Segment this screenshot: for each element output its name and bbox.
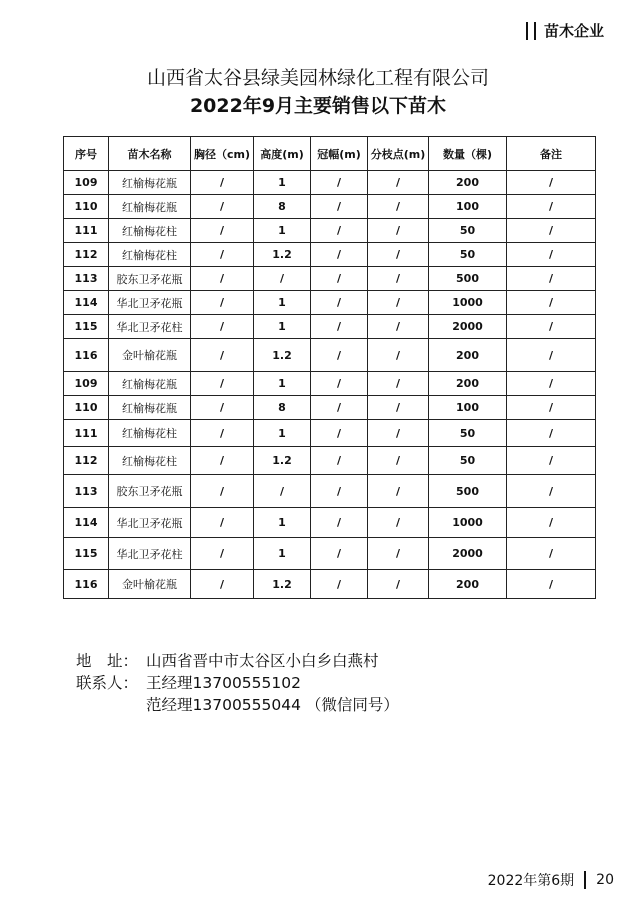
table-row xyxy=(64,339,596,372)
table-cell: / xyxy=(311,447,368,475)
table-cell: / xyxy=(368,195,429,219)
table-cell: / xyxy=(368,339,429,372)
seedling-name-cell: 红榆梅花柱 xyxy=(109,447,191,475)
table-cell: / xyxy=(191,508,254,538)
table-cell: 200 xyxy=(429,570,507,599)
table-cell: 1 xyxy=(254,372,311,396)
table-cell: 50 xyxy=(429,420,507,447)
seedling-name-cell: 华北卫矛花瓶 xyxy=(109,291,191,315)
table-cell: 1.2 xyxy=(254,339,311,372)
table-cell: / xyxy=(311,291,368,315)
table-row xyxy=(64,195,596,219)
table-cell: 109 xyxy=(64,372,109,396)
table-cell: 1 xyxy=(254,219,311,243)
table-cell: / xyxy=(191,243,254,267)
table-cell: / xyxy=(368,219,429,243)
table-cell: / xyxy=(368,508,429,538)
table-row xyxy=(64,171,596,195)
seedling-name-cell: 红榆梅花瓶 xyxy=(109,171,191,195)
table-cell: / xyxy=(507,315,596,339)
table-cell: / xyxy=(507,396,596,420)
table-cell: 1 xyxy=(254,508,311,538)
table-cell: 111 xyxy=(64,219,109,243)
table-cell: 1.2 xyxy=(254,570,311,599)
table-cell: / xyxy=(191,171,254,195)
col-header-quantity: 数量（棵) xyxy=(429,137,507,171)
col-header-branch: 分枝点(m) xyxy=(368,137,429,171)
seedling-name-cell: 金叶榆花瓶 xyxy=(109,339,191,372)
seedling-name-cell: 金叶榆花瓶 xyxy=(109,570,191,599)
table-row xyxy=(64,538,596,570)
contact-person-label: 联系人： xyxy=(76,674,139,692)
table-row xyxy=(64,508,596,538)
table-cell: 2000 xyxy=(429,315,507,339)
table-cell: / xyxy=(368,267,429,291)
table-cell: / xyxy=(191,219,254,243)
table-cell: / xyxy=(368,570,429,599)
table-cell: 1.2 xyxy=(254,447,311,475)
table-cell: 1000 xyxy=(429,508,507,538)
table-cell: / xyxy=(368,420,429,447)
table-cell: / xyxy=(311,420,368,447)
table-cell: 111 xyxy=(64,420,109,447)
table-cell: / xyxy=(507,475,596,508)
table-cell: / xyxy=(368,447,429,475)
table-cell: 115 xyxy=(64,538,109,570)
table-cell: / xyxy=(254,267,311,291)
table-cell: 109 xyxy=(64,171,109,195)
contact-person-2: 范经理13700555044 （微信同号） xyxy=(146,696,399,714)
issue-label: 2022年第6期 xyxy=(487,873,575,889)
table-cell: / xyxy=(191,570,254,599)
table-cell: 100 xyxy=(429,396,507,420)
table-cell: / xyxy=(368,315,429,339)
table-cell: 2000 xyxy=(429,538,507,570)
table-cell: / xyxy=(191,315,254,339)
table-cell: / xyxy=(311,372,368,396)
table-cell: 1 xyxy=(254,171,311,195)
table-row xyxy=(64,315,596,339)
seedling-name-cell: 红榆梅花瓶 xyxy=(109,372,191,396)
table-cell: / xyxy=(191,372,254,396)
col-header-note: 备注 xyxy=(507,137,596,171)
table-cell: / xyxy=(507,267,596,291)
table-cell: / xyxy=(368,171,429,195)
company-title: 山西省太谷县绿美园林绿化工程有限公司 xyxy=(146,67,489,89)
table-cell: / xyxy=(368,372,429,396)
table-cell: 112 xyxy=(64,447,109,475)
table-row xyxy=(64,267,596,291)
address-label: 地 址： xyxy=(76,652,139,670)
col-header-crown: 冠幅(m) xyxy=(311,137,368,171)
table-cell: 112 xyxy=(64,243,109,267)
table-cell: 8 xyxy=(254,396,311,420)
table-cell: / xyxy=(311,339,368,372)
page-footer xyxy=(488,870,614,890)
table-cell: / xyxy=(191,447,254,475)
table-cell: 500 xyxy=(429,267,507,291)
table-cell: 114 xyxy=(64,291,109,315)
table-cell: / xyxy=(191,195,254,219)
table-cell: / xyxy=(191,420,254,447)
seedling-name-cell: 华北卫矛花瓶 xyxy=(109,508,191,538)
seedling-name-cell: 胶东卫矛花瓶 xyxy=(109,267,191,291)
table-cell: / xyxy=(191,475,254,508)
table-cell: / xyxy=(191,291,254,315)
section-tag-label: 苗木企业 xyxy=(543,22,604,40)
table-row xyxy=(64,291,596,315)
table-cell: 200 xyxy=(429,339,507,372)
seedling-name-cell: 红榆梅花柱 xyxy=(109,243,191,267)
table-cell: 1 xyxy=(254,420,311,447)
sales-subtitle: 2022年9月主要销售以下苗木 xyxy=(189,95,447,117)
seedling-name-cell: 红榆梅花柱 xyxy=(109,420,191,447)
table-cell: / xyxy=(368,291,429,315)
seedling-name-cell: 胶东卫矛花瓶 xyxy=(109,475,191,508)
table-row xyxy=(64,219,596,243)
table-cell: 500 xyxy=(429,475,507,508)
table-cell: 100 xyxy=(429,195,507,219)
table-row xyxy=(64,475,596,508)
table-cell: / xyxy=(311,570,368,599)
table-cell: 1 xyxy=(254,538,311,570)
table-cell: / xyxy=(507,339,596,372)
table-cell: / xyxy=(311,171,368,195)
table-cell: / xyxy=(368,396,429,420)
table-cell: / xyxy=(311,219,368,243)
table-cell: / xyxy=(191,396,254,420)
table-cell: / xyxy=(368,243,429,267)
seedling-name-cell: 红榆梅花瓶 xyxy=(109,396,191,420)
table-cell: / xyxy=(507,372,596,396)
table-cell: / xyxy=(368,475,429,508)
table-cell: / xyxy=(311,195,368,219)
seedling-table xyxy=(63,136,596,599)
table-cell: 113 xyxy=(64,475,109,508)
table-cell: 113 xyxy=(64,267,109,291)
table-cell: 50 xyxy=(429,243,507,267)
table-cell: / xyxy=(507,195,596,219)
table-cell: / xyxy=(507,538,596,570)
table-cell: / xyxy=(507,219,596,243)
seedling-name-cell: 红榆梅花瓶 xyxy=(109,195,191,219)
table-row xyxy=(64,570,596,599)
col-header-diameter: 胸径（cm) xyxy=(191,137,254,171)
table-cell: 110 xyxy=(64,195,109,219)
table-header-row xyxy=(64,137,596,171)
table-cell: 50 xyxy=(429,447,507,475)
table-cell: / xyxy=(311,538,368,570)
table-row xyxy=(64,396,596,420)
contact-block xyxy=(76,650,399,716)
table-cell: 8 xyxy=(254,195,311,219)
double-bar-icon xyxy=(526,22,536,40)
table-cell: / xyxy=(311,243,368,267)
table-row xyxy=(64,372,596,396)
table-cell: / xyxy=(191,339,254,372)
table-cell: 200 xyxy=(429,171,507,195)
table-row xyxy=(64,447,596,475)
table-row xyxy=(64,243,596,267)
table-cell: / xyxy=(311,267,368,291)
seedling-name-cell: 华北卫矛花柱 xyxy=(109,538,191,570)
table-cell: 115 xyxy=(64,315,109,339)
table-cell: / xyxy=(507,508,596,538)
table-cell: / xyxy=(191,538,254,570)
seedling-name-cell: 华北卫矛花柱 xyxy=(109,315,191,339)
seedling-name-cell: 红榆梅花柱 xyxy=(109,219,191,243)
table-cell: / xyxy=(507,570,596,599)
table-cell: 114 xyxy=(64,508,109,538)
table-cell: 50 xyxy=(429,219,507,243)
table-cell: / xyxy=(507,291,596,315)
table-row xyxy=(64,420,596,447)
table-cell: / xyxy=(507,447,596,475)
table-cell: / xyxy=(311,315,368,339)
col-header-index: 序号 xyxy=(64,137,109,171)
table-cell: 116 xyxy=(64,570,109,599)
table-cell: / xyxy=(311,508,368,538)
footer-divider xyxy=(584,871,586,889)
table-cell: / xyxy=(311,475,368,508)
table-body xyxy=(64,171,596,599)
contact-person-1: 王经理13700555102 xyxy=(146,674,301,692)
table-cell: 1 xyxy=(254,291,311,315)
page-number: 20 xyxy=(596,872,614,888)
section-tag xyxy=(526,20,604,41)
table-cell: / xyxy=(507,420,596,447)
col-header-height: 高度(m) xyxy=(254,137,311,171)
table-cell: 116 xyxy=(64,339,109,372)
table-cell: / xyxy=(507,171,596,195)
table-cell: 200 xyxy=(429,372,507,396)
table-cell: 110 xyxy=(64,396,109,420)
col-header-name: 苗木名称 xyxy=(109,137,191,171)
table-cell: / xyxy=(191,267,254,291)
table-cell: / xyxy=(368,538,429,570)
table-cell: 1.2 xyxy=(254,243,311,267)
table-cell: / xyxy=(254,475,311,508)
table-cell: / xyxy=(507,243,596,267)
table-cell: 1000 xyxy=(429,291,507,315)
table-cell: / xyxy=(311,396,368,420)
address-value: 山西省晋中市太谷区小白乡白燕村 xyxy=(146,652,379,670)
table-cell: 1 xyxy=(254,315,311,339)
